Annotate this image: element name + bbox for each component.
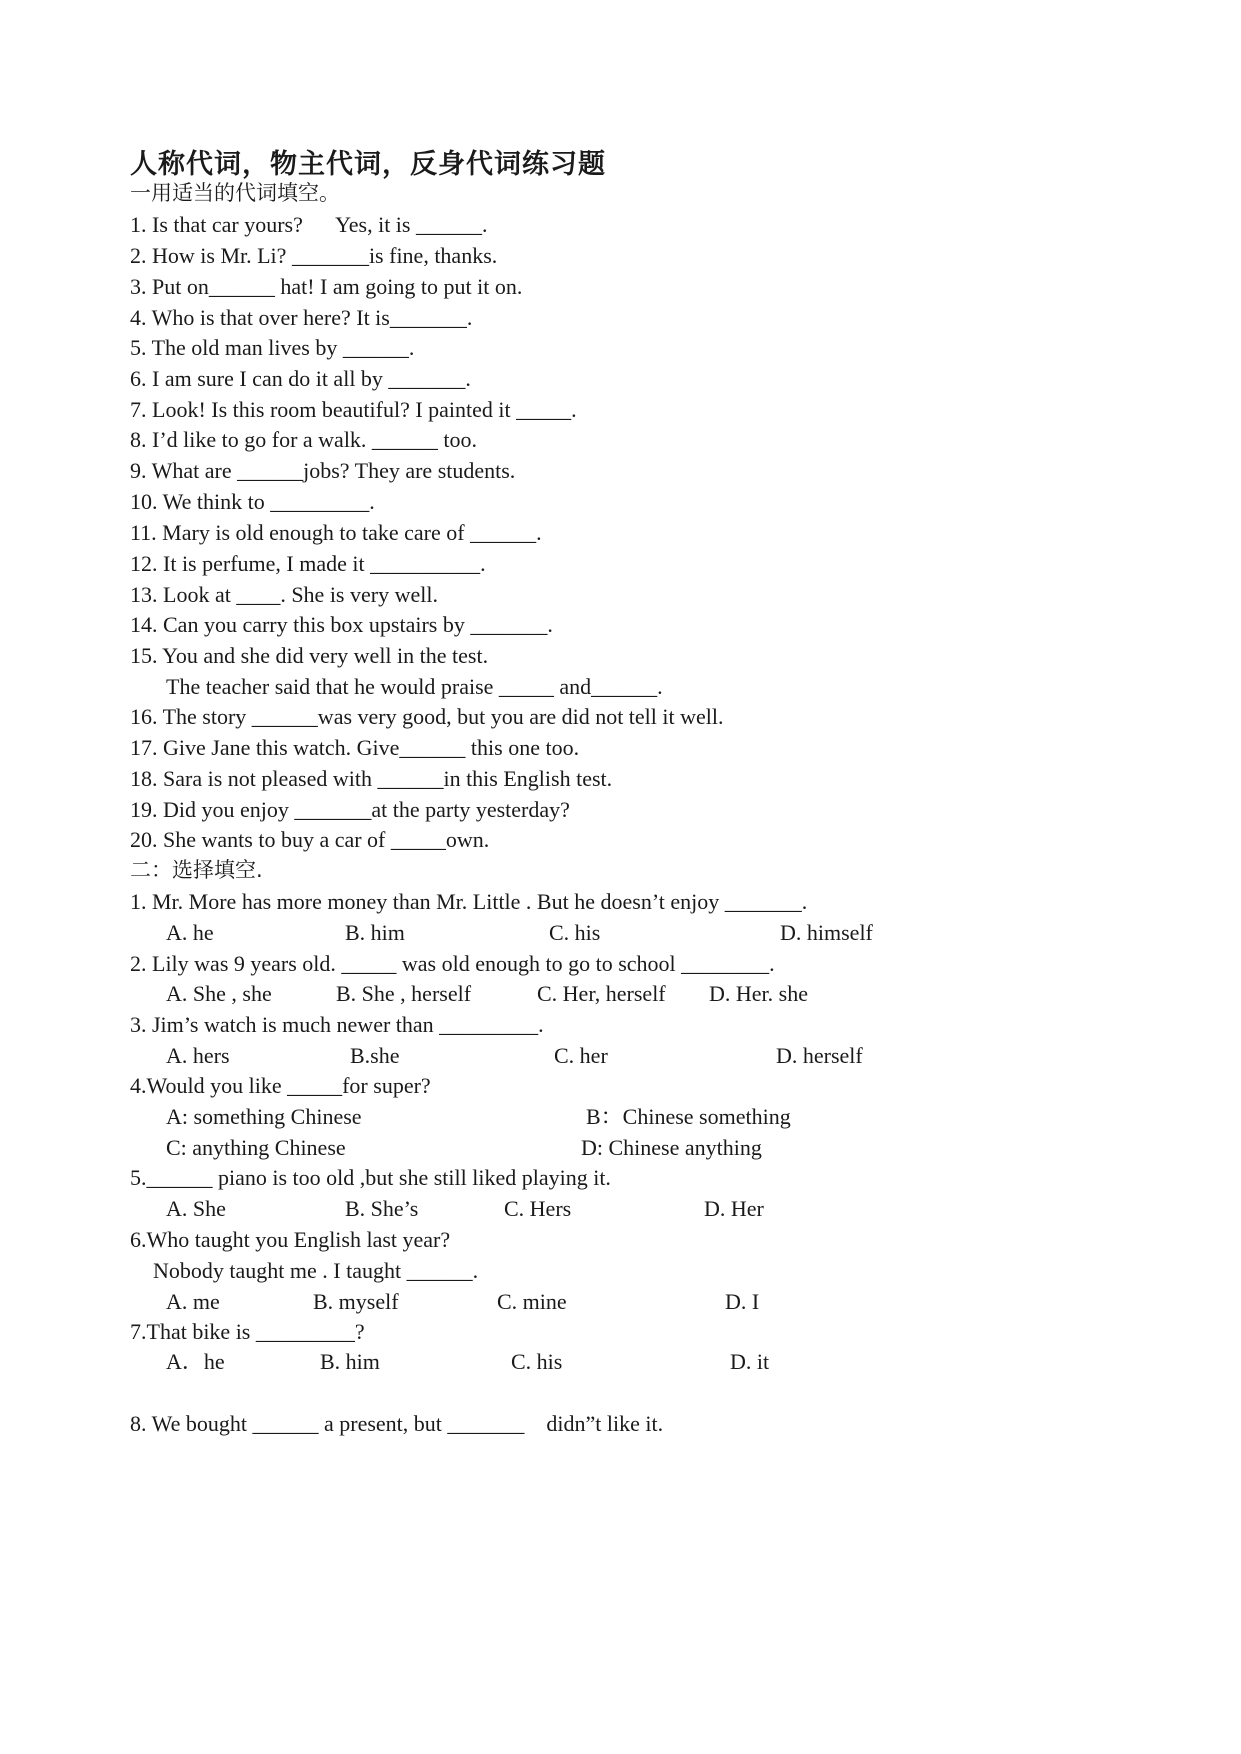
option-d: D. herself xyxy=(776,1043,863,1068)
option-c: C. Her, herself xyxy=(537,981,666,1006)
exercise-item: 8. I’d like to go for a walk. ______ too. xyxy=(130,427,478,452)
exercise-item: 15. You and she did very well in the test. xyxy=(130,643,489,668)
option-c: C. his xyxy=(549,920,601,945)
option-a: A. She , she xyxy=(166,981,272,1006)
option-c: C. her xyxy=(554,1043,608,1068)
section2-heading: 二：选择填空. xyxy=(130,858,263,882)
exercise-item: 4. Who is that over here? It is_______. xyxy=(130,305,473,330)
option-d: D. Her. she xyxy=(709,981,808,1006)
option-b: B：Chinese something xyxy=(586,1104,791,1129)
option-b: B. myself xyxy=(313,1289,399,1314)
option-c: C. mine xyxy=(497,1289,567,1314)
question-4: 4.Would you like _____for super? xyxy=(130,1073,431,1098)
exercise-item: 7. Look! Is this room beautiful? I painted it _____. xyxy=(130,397,577,422)
exercise-item: 13. Look at ____. She is very well. xyxy=(130,582,438,607)
option-b: B.she xyxy=(350,1043,400,1068)
question-2: 2. Lily was 9 years old. _____ was old enough to go to school ________. xyxy=(130,951,775,976)
exercise-item: 5. The old man lives by ______. xyxy=(130,335,415,360)
option-b: B. him xyxy=(320,1349,380,1374)
exercise-item: 11. Mary is old enough to take care of ______. xyxy=(130,520,542,545)
option-c: C: anything Chinese xyxy=(166,1135,346,1160)
section1-heading: 一用适当的代词填空。 xyxy=(130,181,340,205)
exercise-item: 12. It is perfume, I made it __________. xyxy=(130,551,486,576)
exercise-item-continuation: The teacher said that he would praise _____ and______. xyxy=(166,674,663,699)
exercise-item: 1. Is that car yours? Yes, it is ______. xyxy=(130,212,488,237)
option-d: D. I xyxy=(725,1289,760,1314)
exercise-item: 10. We think to _________. xyxy=(130,489,375,514)
question-1: 1. Mr. More has more money than Mr. Little . But he doesn’t enjoy _______. xyxy=(130,889,808,914)
question-6-line2: Nobody taught me . I taught ______. xyxy=(153,1258,479,1283)
exercise-item: 2. How is Mr. Li? _______is fine, thanks. xyxy=(130,243,498,268)
option-d: D. Her xyxy=(704,1196,764,1221)
option-a: A．he xyxy=(166,1349,225,1374)
option-d: D: Chinese anything xyxy=(581,1135,762,1160)
question-8: 8. We bought ______ a present, but _______ didn”t like it. xyxy=(130,1411,664,1436)
exercise-item: 14. Can you carry this box upstairs by _______. xyxy=(130,612,553,637)
exercise-item: 19. Did you enjoy _______at the party yesterday? xyxy=(130,797,570,822)
option-d: D. himself xyxy=(780,920,873,945)
option-a: A. me xyxy=(166,1289,220,1314)
option-c: C. Hers xyxy=(504,1196,572,1221)
exercise-item: 3. Put on______ hat! I am going to put it on. xyxy=(130,274,523,299)
exercise-item: 16. The story ______was very good, but you are did not tell it well. xyxy=(130,704,724,729)
question-3: 3. Jim’s watch is much newer than _________. xyxy=(130,1012,544,1037)
exercise-item: 9. What are ______jobs? They are students. xyxy=(130,458,516,483)
option-a: A. She xyxy=(166,1196,226,1221)
question-5: 5.______ piano is too old ,but she still liked playing it. xyxy=(130,1165,611,1190)
exercise-item: 18. Sara is not pleased with ______in this English test. xyxy=(130,766,613,791)
option-a: A. he xyxy=(166,920,214,945)
option-c: C. his xyxy=(511,1349,563,1374)
option-d: D. it xyxy=(730,1349,770,1374)
option-a: A. hers xyxy=(166,1043,230,1068)
option-a: A: something Chinese xyxy=(166,1104,362,1129)
exercise-item: 20. She wants to buy a car of _____own. xyxy=(130,827,490,852)
worksheet-title: 人称代词，物主代词，反身代词练习题 xyxy=(130,149,606,180)
question-6: 6.Who taught you English last year? xyxy=(130,1227,451,1252)
exercise-item: 17. Give Jane this watch. Give______ this one too. xyxy=(130,735,580,760)
exercise-item: 6. I am sure I can do it all by _______. xyxy=(130,366,471,391)
option-b: B. him xyxy=(345,920,405,945)
option-b: B. She , herself xyxy=(336,981,472,1006)
question-7: 7.That bike is _________? xyxy=(130,1319,365,1344)
option-b: B. She’s xyxy=(345,1196,419,1221)
